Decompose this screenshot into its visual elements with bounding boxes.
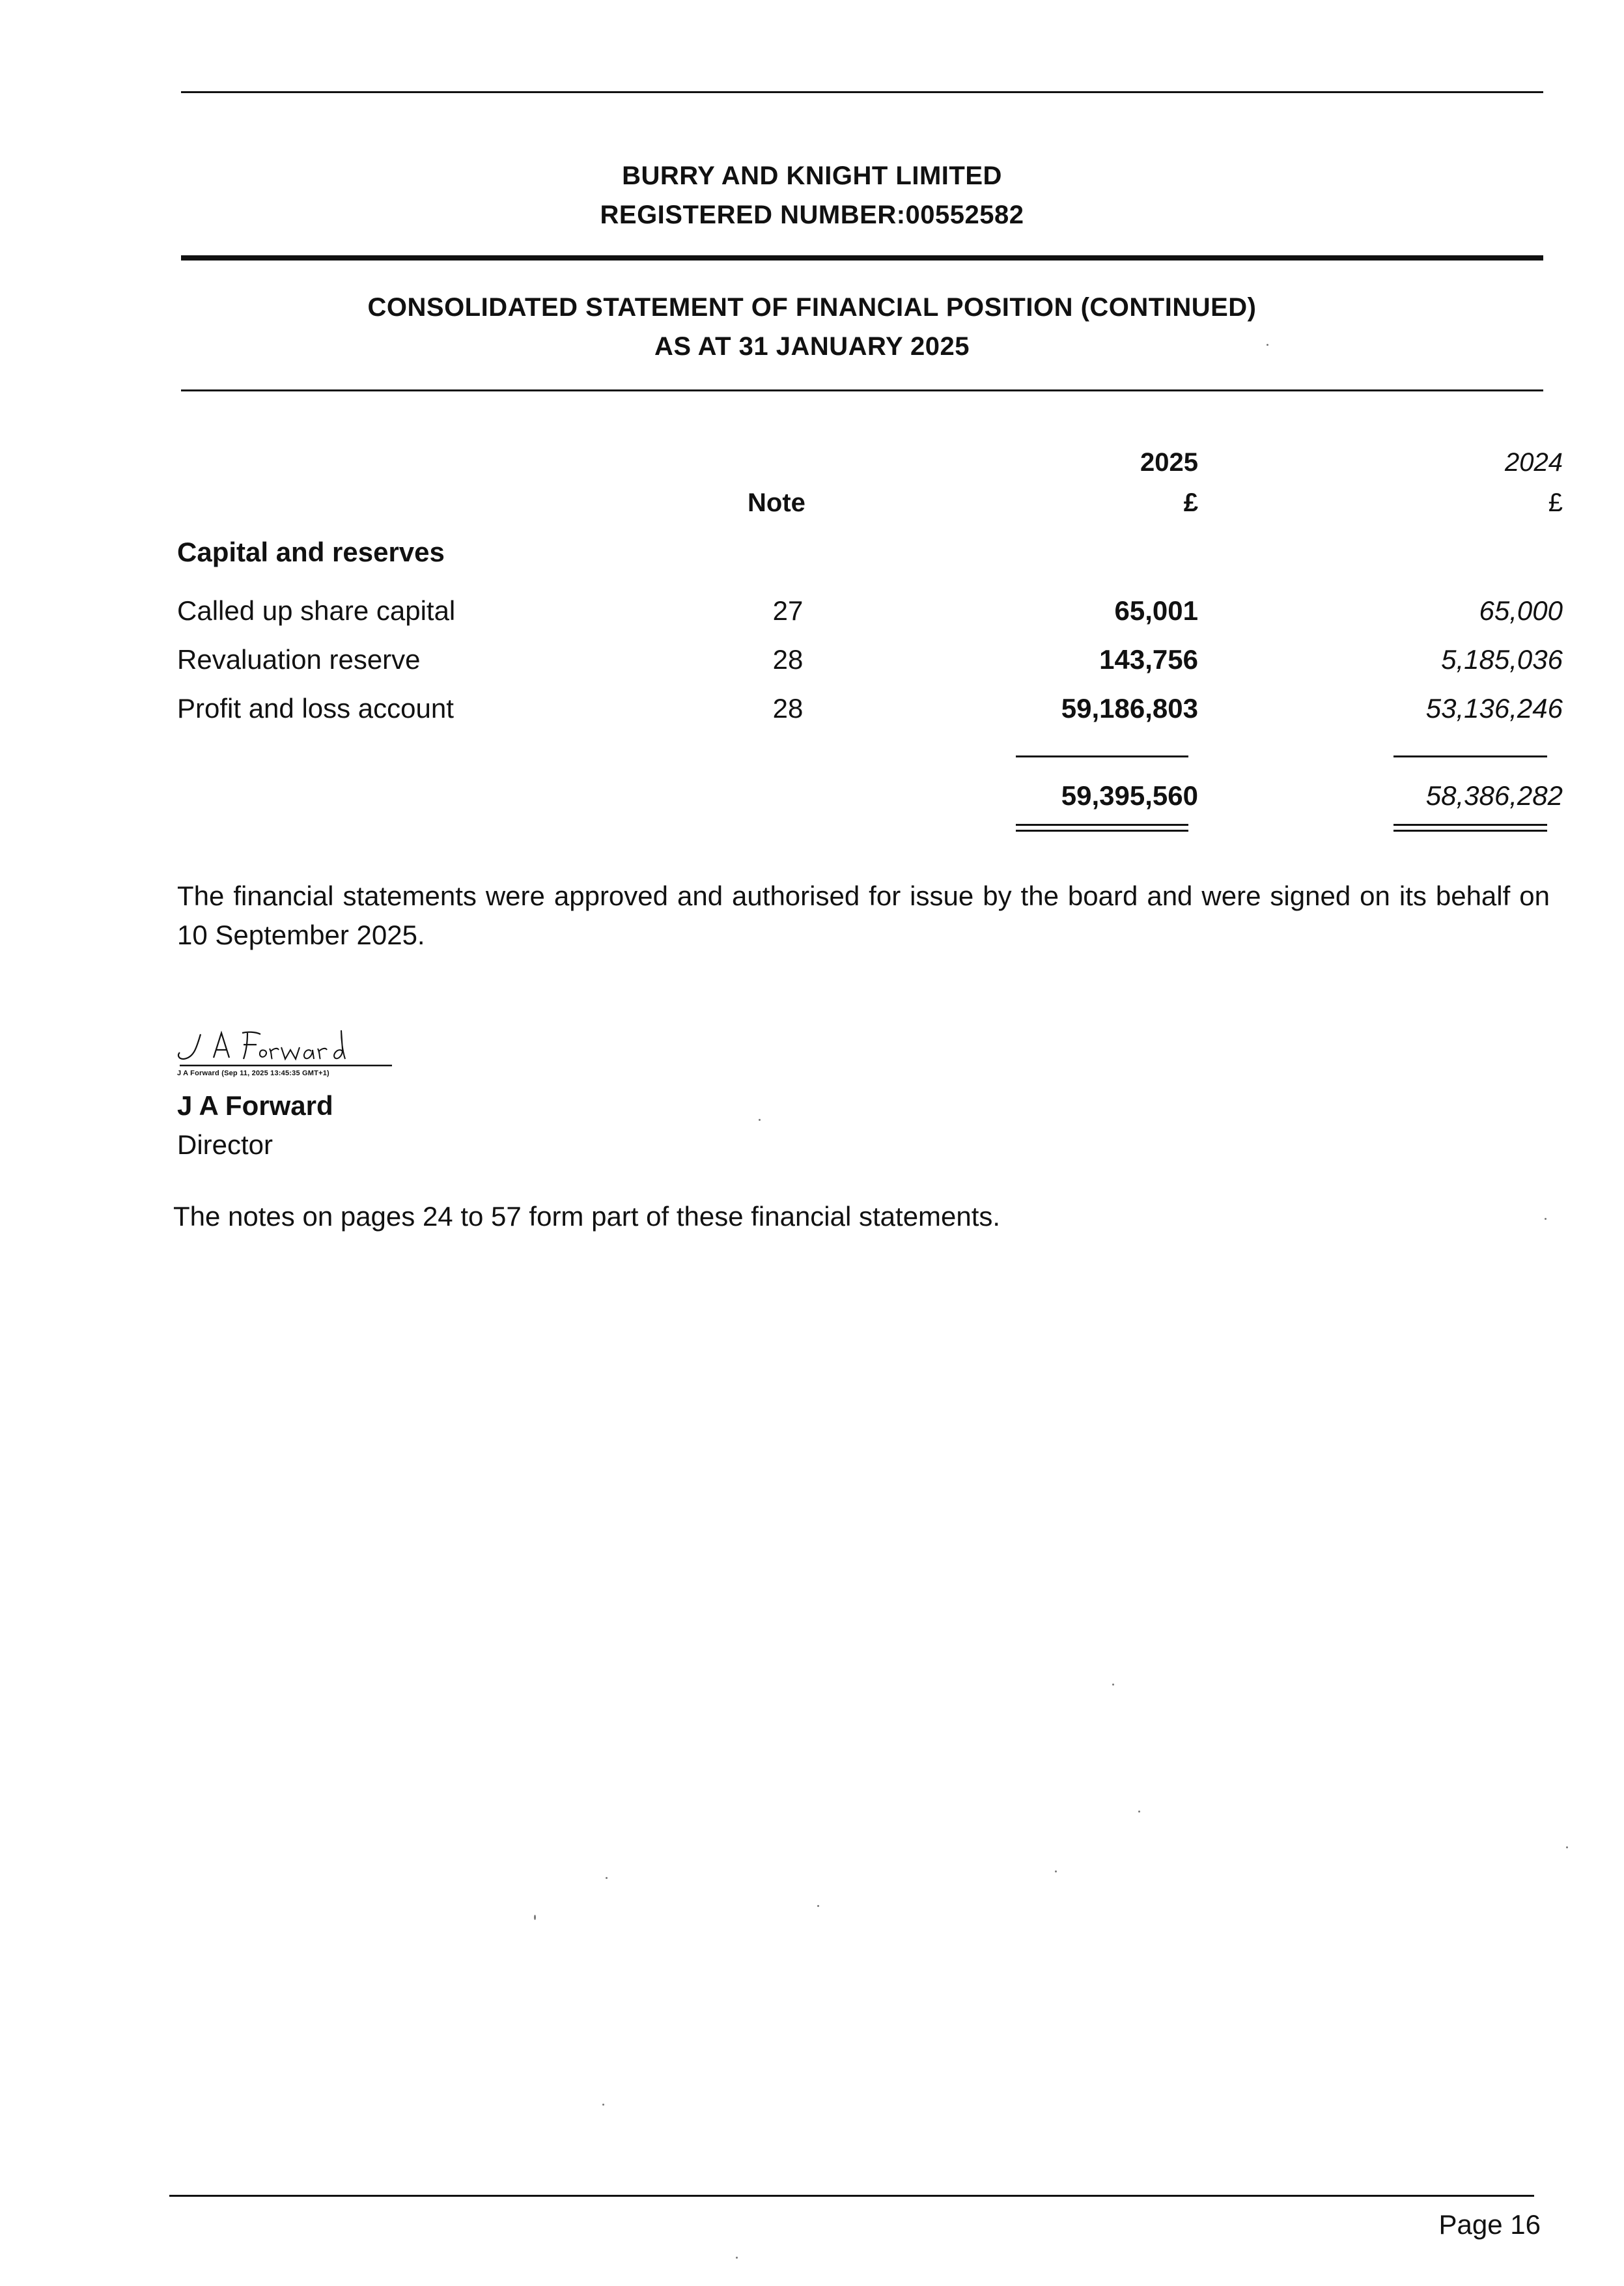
scan-speck — [1566, 1846, 1568, 1848]
scan-speck — [1545, 1218, 1547, 1220]
section-title: Capital and reserves — [177, 537, 445, 567]
scan-speck — [736, 2257, 738, 2259]
prior-currency-header: £ — [1548, 488, 1563, 517]
current-currency-header: £ — [1183, 488, 1198, 517]
row-note: 28 — [772, 693, 804, 724]
signature-stamp: J A Forward (Sep 11, 2025 13:45:35 GMT+1) — [177, 1069, 329, 1077]
statement-date: AS AT 31 JANUARY 2025 — [654, 332, 970, 361]
row-prior-value: 53,136,246 — [1425, 693, 1563, 724]
statement-title: CONSOLIDATED STATEMENT OF FINANCIAL POSITION (CONTINUED) — [367, 293, 1257, 322]
row-current-value: 143,756 — [1099, 644, 1198, 675]
scan-speck — [1055, 1870, 1057, 1872]
scan-speck — [602, 2104, 604, 2106]
footer-rule — [169, 2195, 1534, 2197]
total-prior-value: 58,386,282 — [1425, 780, 1563, 811]
current-total-double-rule-bottom — [1016, 830, 1188, 832]
row-label: Profit and loss account — [177, 693, 454, 724]
prior-total-double-rule-bottom — [1393, 830, 1547, 832]
scan-speck — [1267, 344, 1268, 346]
row-label: Revaluation reserve — [177, 644, 421, 675]
page-number: Page 16 — [1438, 2209, 1541, 2240]
signatory-name: J A Forward — [177, 1090, 333, 1121]
approval-statement: The financial statements were approved and authorised for issue by the board and were signed on its behalf on 10 September 2025. — [177, 881, 1550, 950]
prior-subtotal-rule — [1393, 755, 1547, 757]
row-current-value: 65,001 — [1114, 595, 1198, 626]
title-rule — [181, 389, 1543, 391]
row-prior-value: 5,185,036 — [1441, 644, 1563, 675]
scan-speck — [534, 1915, 536, 1920]
total-current-value: 59,395,560 — [1061, 780, 1198, 811]
row-label: Called up share capital — [177, 595, 456, 626]
prior-total-double-rule-top — [1393, 824, 1547, 826]
registered-number: REGISTERED NUMBER:00552582 — [600, 201, 1024, 229]
company-name: BURRY AND KNIGHT LIMITED — [622, 162, 1002, 190]
note-column-header: Note — [748, 488, 805, 517]
notes-reference: The notes on pages 24 to 57 form part of these financial statements. — [173, 1201, 1001, 1232]
row-prior-value: 65,000 — [1479, 595, 1563, 626]
current-subtotal-rule — [1016, 755, 1188, 757]
row-note: 27 — [772, 595, 804, 626]
scan-speck — [606, 1877, 608, 1879]
header-rule-thick — [181, 255, 1543, 261]
prior-year-header: 2024 — [1505, 448, 1563, 477]
scan-speck — [1112, 1684, 1114, 1686]
row-note: 28 — [772, 644, 804, 675]
scan-speck — [1138, 1811, 1140, 1813]
current-year-header: 2025 — [1140, 448, 1198, 477]
scan-speck — [817, 1905, 819, 1907]
current-total-double-rule-top — [1016, 824, 1188, 826]
signatory-title: Director — [177, 1129, 273, 1160]
top-rule — [181, 91, 1543, 93]
row-current-value: 59,186,803 — [1061, 693, 1198, 724]
scan-speck — [759, 1119, 761, 1121]
